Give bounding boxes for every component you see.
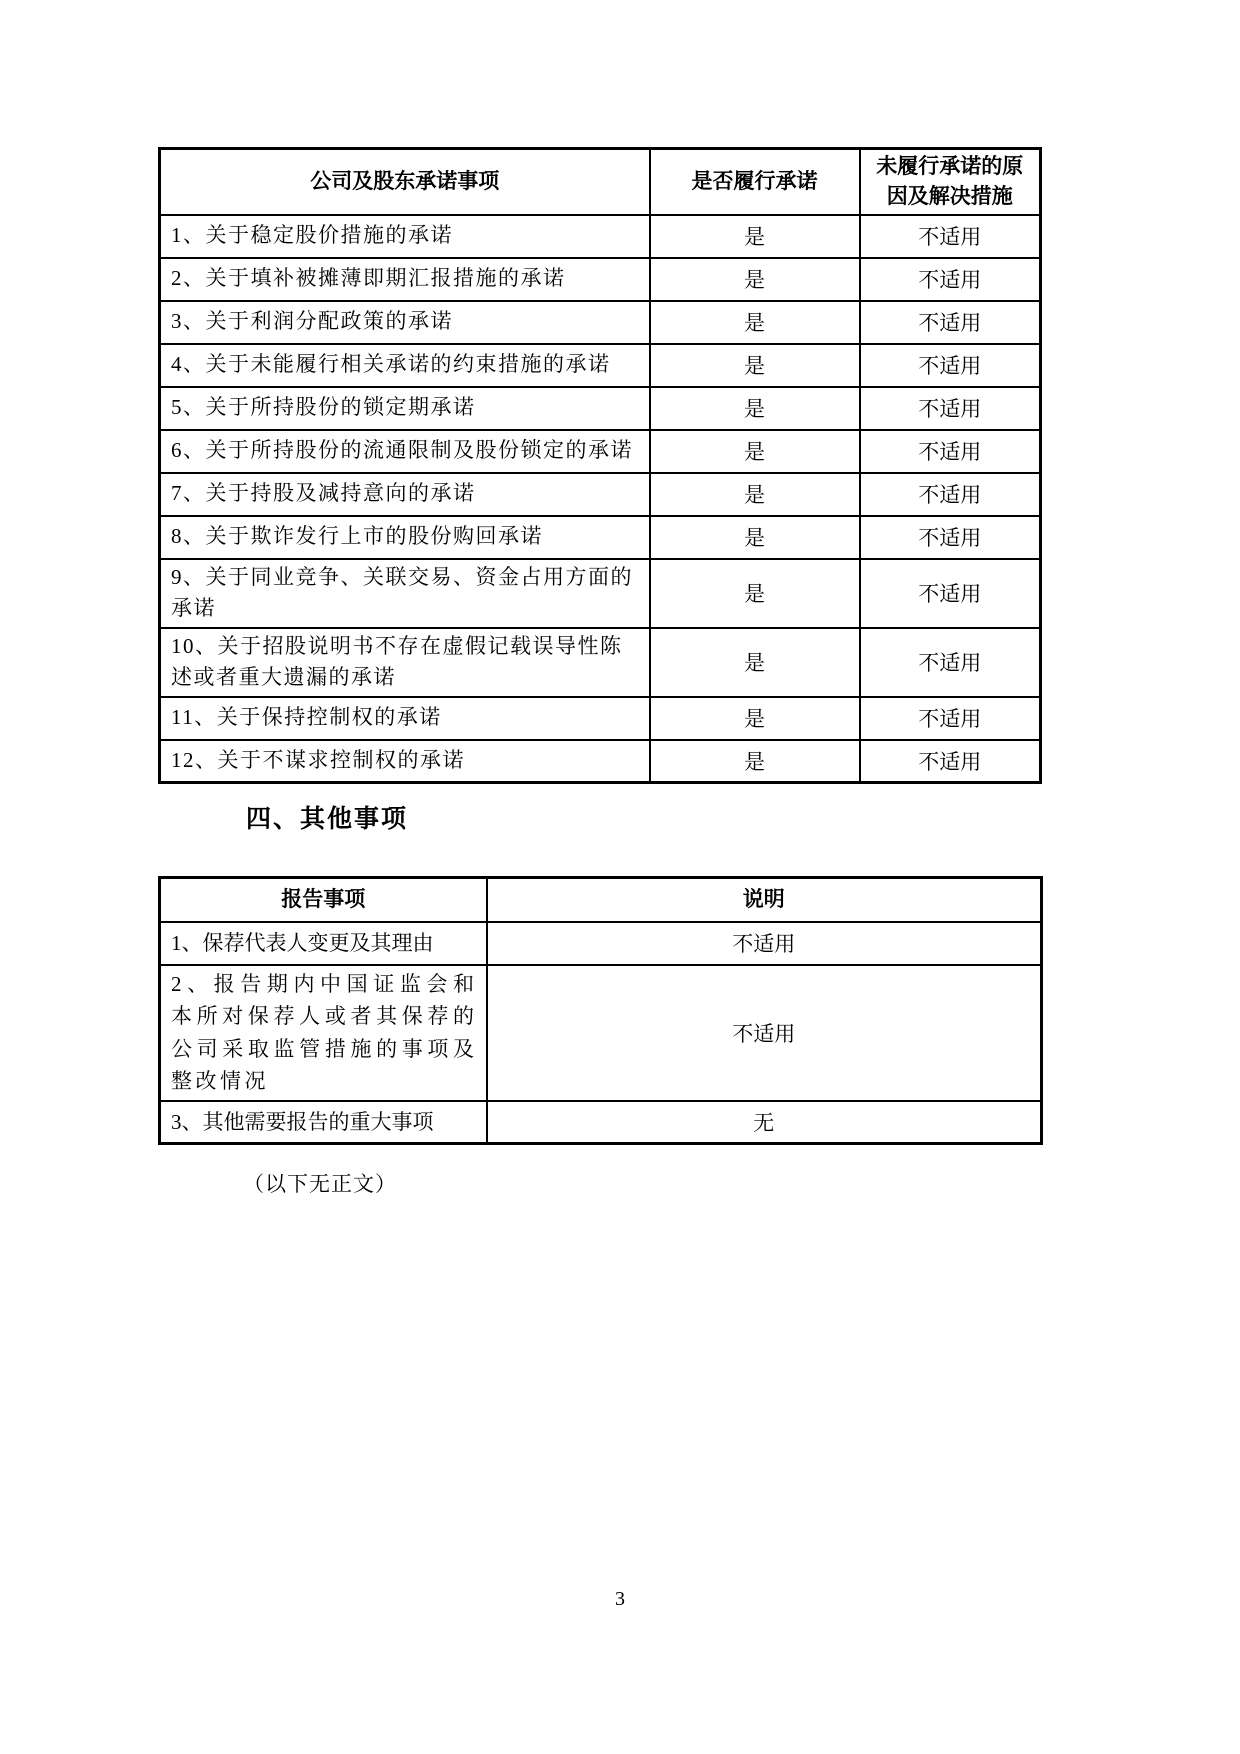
commitment-item-cell: 4、关于未能履行相关承诺的约束措施的承诺 bbox=[160, 344, 650, 387]
reason-cell: 不适用 bbox=[860, 258, 1041, 301]
fulfilled-cell: 是 bbox=[650, 516, 860, 559]
reason-cell: 不适用 bbox=[860, 473, 1041, 516]
table-row bbox=[160, 697, 1041, 740]
table-row bbox=[160, 922, 1042, 965]
commitments-table bbox=[158, 147, 1042, 784]
header-description: 说明 bbox=[487, 878, 1042, 922]
table-row bbox=[160, 387, 1041, 430]
table-row bbox=[160, 344, 1041, 387]
commitment-item-cell: 5、关于所持股份的锁定期承诺 bbox=[160, 387, 650, 430]
commitment-item-cell: 9、关于同业竞争、关联交易、资金占用方面的承诺 bbox=[160, 559, 650, 628]
table-row bbox=[160, 628, 1041, 697]
table-row bbox=[160, 965, 1042, 1101]
fulfilled-cell: 是 bbox=[650, 215, 860, 258]
fulfilled-cell: 是 bbox=[650, 344, 860, 387]
reason-cell: 不适用 bbox=[860, 516, 1041, 559]
reason-cell: 不适用 bbox=[860, 387, 1041, 430]
reason-cell: 不适用 bbox=[860, 628, 1041, 697]
commitment-item-cell: 6、关于所持股份的流通限制及股份锁定的承诺 bbox=[160, 430, 650, 473]
commitment-item-cell: 11、关于保持控制权的承诺 bbox=[160, 697, 650, 740]
fulfilled-cell: 是 bbox=[650, 740, 860, 783]
reason-cell: 不适用 bbox=[860, 344, 1041, 387]
fulfilled-cell: 是 bbox=[650, 301, 860, 344]
table-row bbox=[160, 1101, 1042, 1144]
table-row bbox=[160, 559, 1041, 628]
table-row bbox=[160, 215, 1041, 258]
header-reason: 未履行承诺的原因及解决措施 bbox=[860, 149, 1041, 215]
commitment-item-cell: 1、关于稳定股价措施的承诺 bbox=[160, 215, 650, 258]
reason-cell: 不适用 bbox=[860, 215, 1041, 258]
section-heading: 四、其他事项 bbox=[246, 806, 409, 833]
commitment-item-cell: 8、关于欺诈发行上市的股份购回承诺 bbox=[160, 516, 650, 559]
fulfilled-cell: 是 bbox=[650, 559, 860, 628]
table-header-row bbox=[160, 149, 1041, 215]
description-cell: 不适用 bbox=[487, 965, 1042, 1101]
table-row bbox=[160, 516, 1041, 559]
reason-cell: 不适用 bbox=[860, 430, 1041, 473]
fulfilled-cell: 是 bbox=[650, 473, 860, 516]
header-report-item: 报告事项 bbox=[160, 878, 487, 922]
fulfilled-cell: 是 bbox=[650, 697, 860, 740]
reason-cell: 不适用 bbox=[860, 697, 1041, 740]
table-header-row bbox=[160, 878, 1042, 922]
table-row bbox=[160, 740, 1041, 783]
fulfilled-cell: 是 bbox=[650, 628, 860, 697]
description-cell: 无 bbox=[487, 1101, 1042, 1144]
page-number: 3 bbox=[615, 1588, 625, 1610]
other-matters-table bbox=[158, 876, 1043, 1145]
fulfilled-cell: 是 bbox=[650, 430, 860, 473]
fulfilled-cell: 是 bbox=[650, 258, 860, 301]
header-commitment-item: 公司及股东承诺事项 bbox=[160, 149, 650, 215]
table-row bbox=[160, 301, 1041, 344]
commitment-item-cell: 12、关于不谋求控制权的承诺 bbox=[160, 740, 650, 783]
commitment-item-cell: 3、关于利润分配政策的承诺 bbox=[160, 301, 650, 344]
table-row bbox=[160, 258, 1041, 301]
report-item-cell: 1、保荐代表人变更及其理由 bbox=[160, 922, 487, 965]
commitment-item-cell: 2、关于填补被摊薄即期汇报措施的承诺 bbox=[160, 258, 650, 301]
fulfilled-cell: 是 bbox=[650, 387, 860, 430]
table-row bbox=[160, 430, 1041, 473]
reason-cell: 不适用 bbox=[860, 740, 1041, 783]
commitment-item-cell: 7、关于持股及减持意向的承诺 bbox=[160, 473, 650, 516]
closing-note: （以下无正文） bbox=[243, 1172, 397, 1196]
report-item-cell: 3、其他需要报告的重大事项 bbox=[160, 1101, 487, 1144]
reason-cell: 不适用 bbox=[860, 559, 1041, 628]
header-fulfilled: 是否履行承诺 bbox=[650, 149, 860, 215]
report-item-cell: 2、报告期内中国证监会和本所对保荐人或者其保荐的公司采取监管措施的事项及整改情况 bbox=[160, 965, 487, 1101]
commitment-item-cell: 10、关于招股说明书不存在虚假记载误导性陈述或者重大遗漏的承诺 bbox=[160, 628, 650, 697]
reason-cell: 不适用 bbox=[860, 301, 1041, 344]
description-cell: 不适用 bbox=[487, 922, 1042, 965]
table-row bbox=[160, 473, 1041, 516]
